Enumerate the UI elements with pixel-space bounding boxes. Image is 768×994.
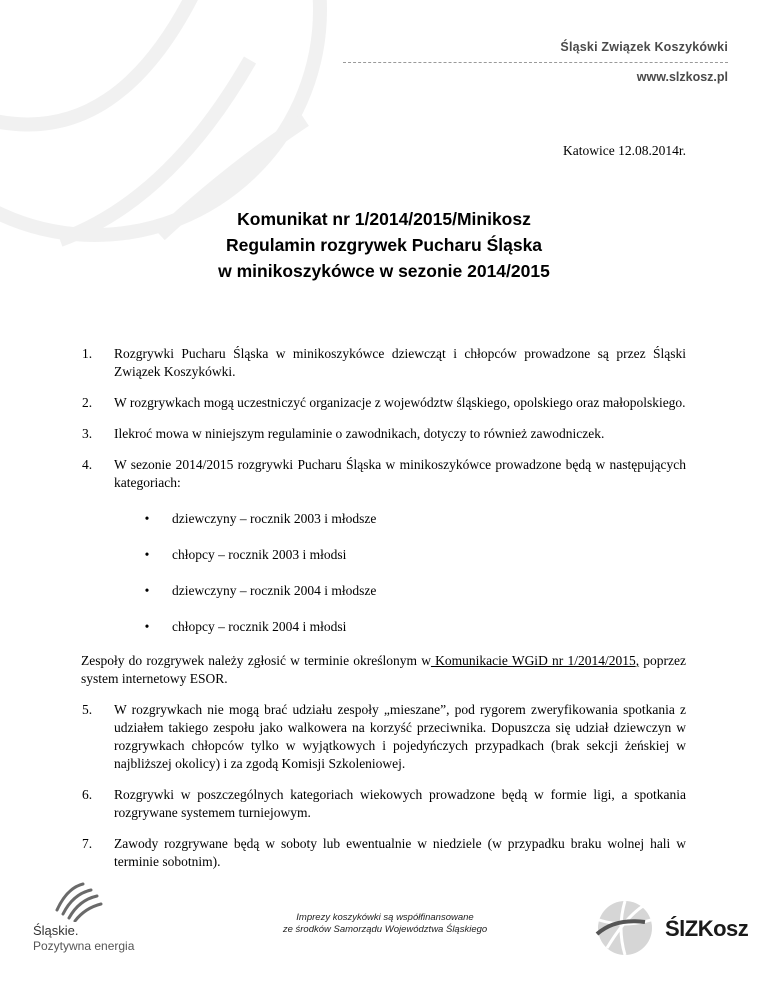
slzkosz-logo-text: ŚlZKosz (665, 916, 749, 941)
registration-text-4: poprzez system internetowy ESOR. (81, 653, 686, 686)
header-divider (343, 62, 728, 63)
bullet-icon: • (144, 583, 150, 598)
item-text: Rozgrywki Pucharu Śląska w minikoszykówce dziewcząt i chłopców prowadzone są przez Śląski Związek Koszykówki. (114, 346, 686, 379)
slaskie-waves-icon (53, 880, 103, 922)
item-number: 1. (82, 346, 93, 361)
funding-note-line2: ze środków Samorządu Województwa Śląskiego (282, 924, 488, 935)
slaskie-logo-line1: Śląskie. (33, 923, 79, 938)
document-body (82, 345, 686, 884)
item-number: 2. (82, 395, 93, 410)
funding-note-line1: Imprezy koszykówki są współfinansowane (296, 912, 474, 923)
item-text: Ilekroć mowa w niniejszym regulaminie o zawodnikach, dotyczy to również zawodniczek. (114, 426, 605, 441)
category-item (82, 546, 686, 564)
list-item (82, 701, 686, 773)
slaskie-logo (33, 880, 143, 955)
item-number: 3. (82, 426, 93, 441)
list-item (82, 394, 686, 412)
category-item (82, 510, 686, 528)
item-number: 4. (82, 457, 93, 472)
list-item (82, 425, 686, 443)
registration-link[interactable]: Komunikacie WGiD nr 1/2014/2015 (430, 653, 636, 668)
item-number: 6. (82, 787, 93, 802)
category-label: chłopcy – rocznik 2004 i młodsi (172, 619, 347, 634)
list-item (82, 345, 686, 381)
title-line-1: Komunikat nr 1/2014/2015/Minikosz (237, 209, 531, 229)
org-url[interactable]: www.slzkosz.pl (636, 70, 728, 84)
list-item (82, 456, 686, 492)
item-text: W rozgrywkach nie mogą brać udziału zespoły „mieszane”, pod rygorem zweryfikowania spotkania z udziałem takiego zespołu jako walkowera na korzyść przeciwnika. Dopuszcza się udział dziewczyn w rozgrywkach chłopców tylko w wyjątkowych i pojedyńczych przypadkach (brak sekcji żeńskiej w najbliższej okolicy) i za zgodą Komisji Szkoleniowej. (114, 702, 686, 771)
item-number: 7. (82, 836, 93, 851)
item-text: Zawody rozgrywane będą w soboty lub ewentualnie w niedziele (w przypadku braku wolnej hali w terminie sobotnim). (114, 836, 686, 869)
item-text: W sezonie 2014/2015 rozgrywki Pucharu Śląska w minikoszykówce prowadzone będą w następujących kategoriach: (114, 457, 686, 490)
org-name: Śląski Związek Koszykówki (560, 40, 728, 54)
category-list (82, 510, 686, 636)
registration-paragraph (81, 652, 686, 688)
item-number: 5. (82, 702, 93, 717)
date-line: Katowice 12.08.2014r. (563, 143, 686, 158)
funding-note (255, 912, 515, 936)
category-label: dziewczyny – rocznik 2003 i młodsze (172, 511, 377, 526)
item-text: Rozgrywki w poszczególnych kategoriach wiekowych prowadzone będą w formie ligi, a spotkania rozgrywane systemem turniejowym. (114, 787, 686, 820)
document-title (0, 206, 768, 284)
category-item (82, 582, 686, 600)
list-item (82, 835, 686, 871)
registration-text-3: , (635, 653, 640, 668)
bullet-icon: • (144, 547, 150, 562)
bullet-icon: • (144, 511, 150, 526)
list-item (82, 786, 686, 822)
bullet-icon: • (144, 619, 150, 634)
category-label: chłopcy – rocznik 2003 i młodsi (172, 547, 347, 562)
category-label: dziewczyny – rocznik 2004 i młodsze (172, 583, 377, 598)
registration-text-1: Zespoły do rozgrywek należy zgłosić w terminie określonym w (81, 653, 431, 668)
title-line-3: w minikoszykówce w sezonie 2014/2015 (218, 261, 550, 281)
item-text: W rozgrywkach mogą uczestniczyć organizacje z województw śląskiego, opolskiego oraz małopolskiego. (114, 395, 686, 410)
title-line-2: Regulamin rozgrywek Pucharu Śląska (225, 235, 543, 255)
category-item (82, 618, 686, 636)
slaskie-logo-line2: Pozytywna energia (33, 939, 135, 953)
